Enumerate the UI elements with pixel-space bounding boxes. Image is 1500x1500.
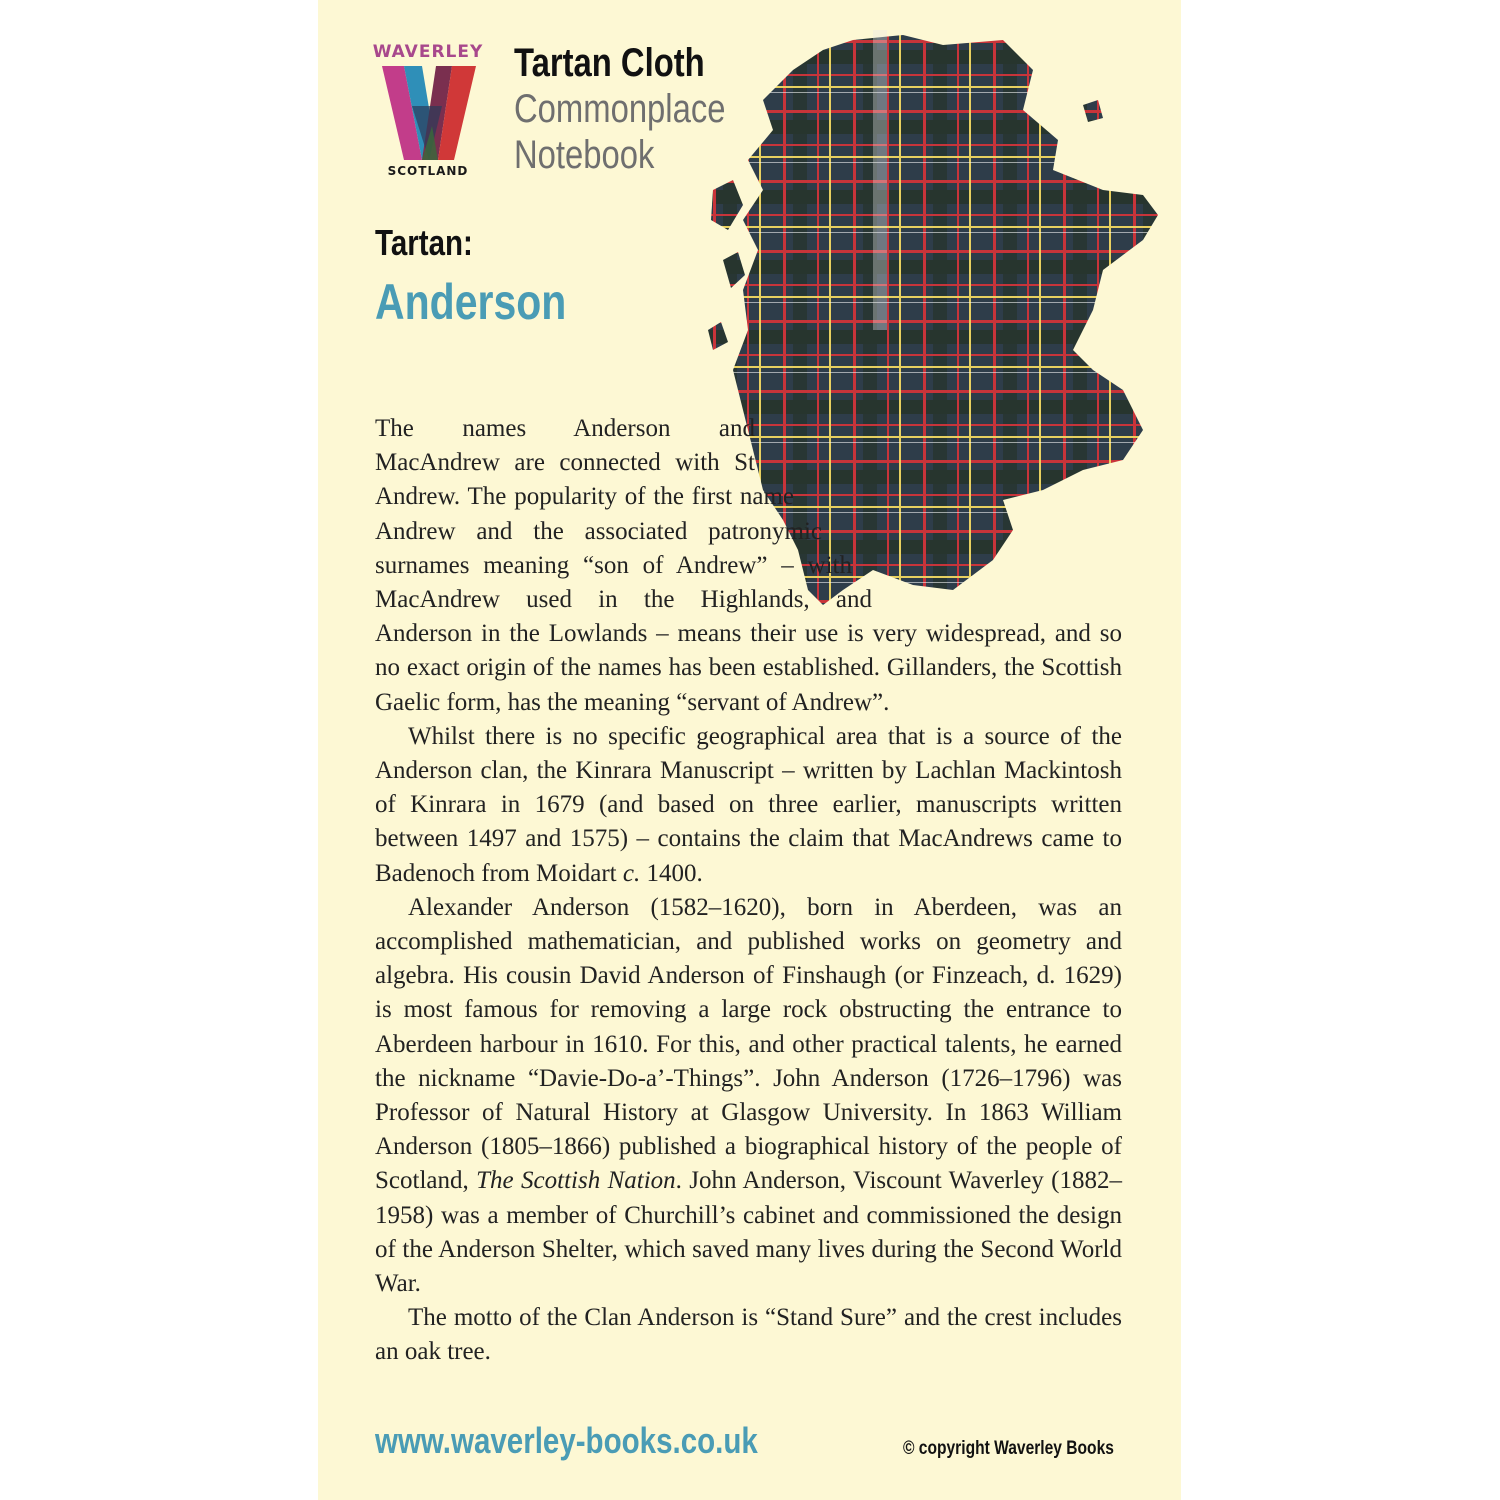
- title-line-1: Tartan Cloth: [514, 41, 705, 85]
- clan-history-text: [375, 412, 1122, 1370]
- title-line-2: Commonplace: [514, 87, 726, 131]
- paragraph-2: Whilst there is no specific geographical area that is a source of the Anderson clan, the Kinrara Manuscript – written by Lachlan Mackintosh of Kinrara in 1679 (and based on three earlier, manuscripts written between 1497 and 1575) – contains the claim that MacAndrews came to Badenoch from Moidart c. 1400.: [375, 722, 1122, 887]
- paragraph-3: Alexander Anderson (1582–1620), born in Aberdeen, was an accomplished mathematician, and published works on geometry and algebra. His cousin David Anderson of Finshaugh (or Finzeach, d. 1629) is most famous for removing a large rock obstructing the entrance to Aberdeen harbour in 1610. For this, and other practical talents, he earned the nickname “Davie-Do-a’-Things”. John Anderson (1726–1796) was Professor of Natural History at Glasgow University. In 1863 William Anderson (1805–1866) published a biographical history of the people of Scotland, The Scottish Nation. John Anderson, Viscount Waverley (1882–1958) was a member of Churchill’s cabinet and commissioned the design of the Anderson Shelter, which saved many lives during the Second World War.: [375, 893, 1122, 1298]
- notebook-card: [318, 0, 1181, 1500]
- paragraph-1: The names Anderson and MacAndrew are connected with St Andrew. The popularity of the first name Andrew and the associated patronymic surnames meaning “son of Andrew” – with MacAndrew used in the Highlands, and Anderson in the Lowlands – means their use is very widespread, and so no exact origin of the names has been established. Gillanders, the Scottish Gaelic form, has the meaning “servant of Andrew”.: [375, 415, 1122, 716]
- paragraph-4: The motto of the Clan Anderson is “Stand Sure” and the crest includes an oak tree.: [375, 1304, 1122, 1366]
- tartan-label: Tartan:: [375, 222, 473, 263]
- logo-top-text: WAVERLEY: [372, 42, 484, 62]
- website-link[interactable]: www.waverley-books.co.uk: [375, 1420, 758, 1461]
- waverley-logo: [366, 42, 490, 182]
- waverley-w-icon: [382, 66, 476, 160]
- logo-bottom-text: SCOTLAND: [387, 164, 469, 178]
- tartan-name: Anderson: [375, 274, 567, 330]
- title-line-3: Notebook: [514, 133, 655, 177]
- copyright-notice: © copyright Waverley Books: [903, 1438, 1114, 1459]
